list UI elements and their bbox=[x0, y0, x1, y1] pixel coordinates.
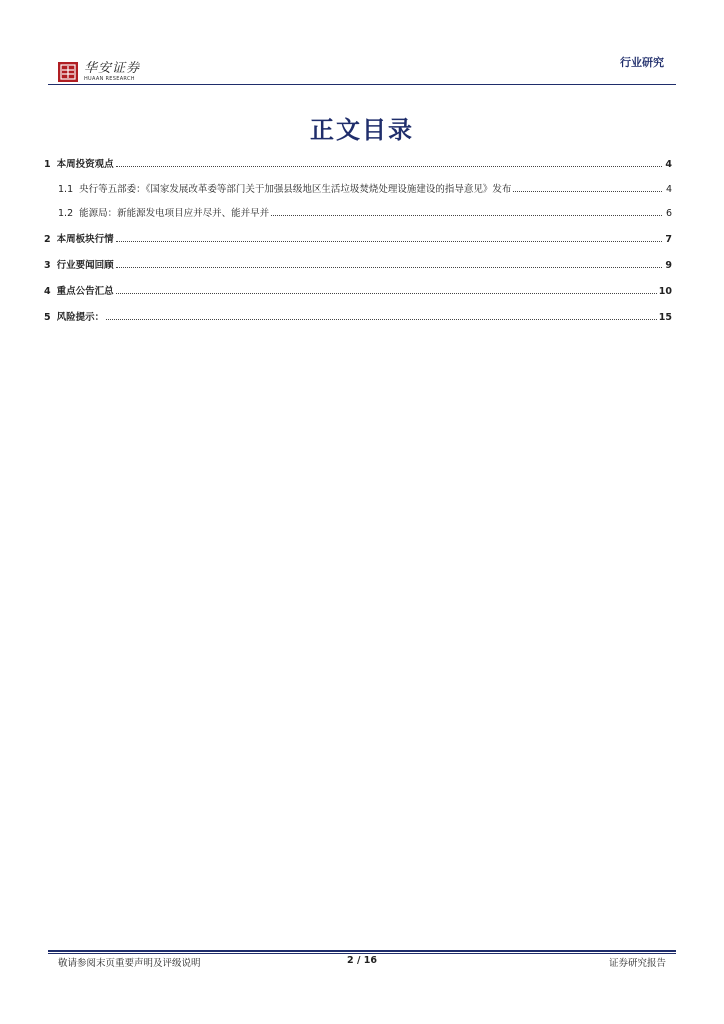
toc-entry-number: 5 bbox=[44, 312, 51, 323]
toc-entry-number: 3 bbox=[44, 260, 51, 271]
dot-leader bbox=[116, 293, 657, 294]
footer-divider-thin bbox=[48, 953, 676, 954]
toc-entry-label: 能源局：新能源发电项目应并尽并、能并早并 bbox=[79, 208, 270, 219]
report-type: 证券研究报告 bbox=[608, 958, 666, 969]
toc-entry-label: 重点公告汇总 bbox=[56, 286, 114, 297]
toc-entry-label: 本周板块行情 bbox=[56, 234, 114, 245]
toc-entry-label: 本周投资观点 bbox=[56, 159, 114, 170]
toc-entry-page: 4 bbox=[665, 159, 672, 170]
toc-entry[interactable] bbox=[44, 203, 672, 219]
toc-entry[interactable] bbox=[44, 281, 672, 297]
toc-entry-page: 7 bbox=[665, 234, 672, 245]
toc-entry-page: 9 bbox=[665, 260, 672, 271]
toc-entry-page: 4 bbox=[665, 184, 672, 195]
toc-entry-number: 2 bbox=[44, 234, 51, 245]
dot-leader bbox=[116, 241, 662, 242]
toc-title: 正文目录 bbox=[310, 115, 414, 144]
toc-entry-page: 6 bbox=[665, 208, 672, 219]
toc-entry-number: 4 bbox=[44, 286, 51, 297]
toc-entry[interactable] bbox=[44, 229, 672, 245]
footer-divider bbox=[48, 950, 676, 952]
brand-name-cn: 华安证券 bbox=[84, 61, 141, 76]
toc-entry-label: 风险提示： bbox=[56, 312, 105, 323]
disclaimer-note: 敬请参阅末页重要声明及评级说明 bbox=[58, 958, 201, 969]
toc-entry-number: 1.1 bbox=[58, 184, 74, 195]
dot-leader bbox=[116, 166, 662, 167]
toc-entry-number: 1 bbox=[44, 159, 51, 170]
toc-entry-page: 10 bbox=[658, 286, 672, 297]
page-indicator: 2 / 16 bbox=[347, 955, 377, 966]
toc-entry[interactable] bbox=[44, 179, 672, 195]
brand-name-en: HUAAN RESEARCH bbox=[84, 76, 135, 82]
toc-entry-label: 央行等五部委：《国家发展改革委等部门关于加强县级地区生活垃圾焚烧处理设施建设的指导意见》发布 bbox=[79, 184, 512, 195]
section-label: 行业研究 bbox=[620, 56, 664, 69]
toc-entry[interactable] bbox=[44, 255, 672, 271]
dot-leader bbox=[513, 191, 662, 192]
page-footer bbox=[58, 955, 666, 969]
seal-icon bbox=[58, 62, 78, 82]
toc-entry-label: 行业要闻回顾 bbox=[56, 260, 114, 271]
toc-entry[interactable] bbox=[44, 154, 672, 170]
toc-entry-page: 15 bbox=[658, 312, 672, 323]
header-divider bbox=[48, 84, 676, 85]
table-of-contents bbox=[44, 154, 672, 333]
dot-leader bbox=[116, 267, 662, 268]
toc-entry-number: 1.2 bbox=[58, 208, 74, 219]
dot-leader bbox=[106, 319, 657, 320]
dot-leader bbox=[271, 215, 662, 216]
company-logo bbox=[58, 58, 140, 86]
toc-entry[interactable] bbox=[44, 307, 672, 323]
